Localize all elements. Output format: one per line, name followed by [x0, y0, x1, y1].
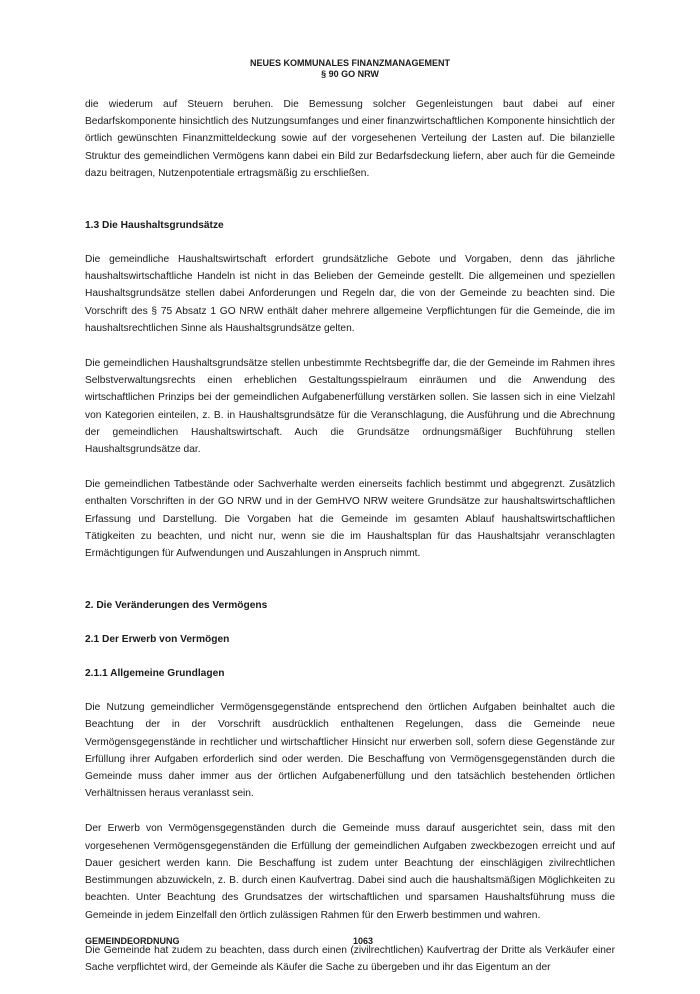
paragraph: Der Erwerb von Vermögensgegenständen durch die Gemeinde muss darauf ausgerichtet sein, dass mit den vorgesehenen Vermögensgegenständen die Erfüllung der gemeindlichen Aufgaben zweckbezogen erreicht und auf Dauer gesichert werden kann. Die Beschaffung ist zudem unter Beachtung der einschlägigen zivilrechtlichen Bestimmungen abzuwickeln, z. B. durch einen Kaufvertrag. Dabei sind auch die haushaltsmäßigen Möglichkeiten zu beachten. Unter Beachtung des Grundsatzes der wirtschaftlichen und sparsamen Haushaltsführung muss die Gemeinde in jedem Einzelfall den örtlich zulässigen Rahmen für den Erwerb bestimmen und wahren. — [85, 823, 615, 921]
paragraph: Die Gemeinde hat zudem zu beachten, dass durch einen (zivilrechtlichen) Kaufvertrag der Dritte als Verkäufer einer Sache verpflichtet wird, der Gemeinde als Käufer die Sache zu übergeben und ihr das Eigentum an der — [85, 944, 615, 973]
section-heading: 1.3 Die Haushaltsgrundsätze — [85, 220, 224, 232]
footer-label: GEMEINDEORDNUNG — [85, 936, 180, 946]
paragraph: Die gemeindlichen Haushaltsgrundsätze stellen unbestimmte Rechtsbegriffe dar, die der Gemeinde im Rahmen ihres Selbstverwaltungsrechts einen erheblichen Gestaltungsspielraum einräumen und die Anwendung des wirtschaftlichen Prinzips bei der gemeindlichen Aufgabenerfüllung verstärken sollen. Sie lassen sich in eine Vielzahl von Kategorien einteilen, z. B. in Haushaltsgrundsätze für die Veranschlagung, die Ausführung und die Abrechnung der gemeindlichen Haushaltswirtschaft. Auch die Grundsätze ordnungsmäßiger Buchführung stellen Haushaltsgrundsätze dar. — [85, 358, 615, 456]
page-number: 1063 — [353, 936, 374, 946]
page-header — [0, 58, 700, 80]
header-section: § 90 GO NRW — [321, 69, 379, 79]
page-content — [85, 96, 615, 994]
header-title: NEUES KOMMUNALES FINANZMANAGEMENT — [250, 58, 450, 68]
section-heading: 2.1 Der Erwerb von Vermögen — [85, 634, 230, 646]
section-heading: 2. Die Veränderungen des Vermögens — [85, 600, 268, 612]
paragraph: Die gemeindliche Haushaltswirtschaft erfordert grundsätzliche Gebote und Vorgaben, denn das jährliche haushaltswirtschaftliche Handeln ist nicht in das Belieben der Gemeinde gestellt. Die allgemeinen und speziellen Haushaltsgrundsätze stellen dabei Anforderungen und Regeln dar, die von der Gemeinde zu beachten sind. Die Vorschrift des § 75 Absatz 1 GO NRW enthält daher mehrere allgemeine Verpflichtungen für die Gemeinde, die im haushaltsrechtlichen Sinne als Haushaltsgrundsätze gelten. — [85, 254, 615, 334]
paragraph: Die gemeindlichen Tatbestände oder Sachverhalte werden einerseits fachlich bestimmt und abgegrenzt. Zusätzlich enthalten Vorschriften in der GO NRW und in der GemHVO NRW weitere Grundsätze zur haushaltswirtschaftlichen Erfassung und Darstellung. Die Vorgaben hat die Gemeinde im gesamten Ablauf haushaltswirtschaftlichen Tätigkeiten zu beachten, und nicht nur, wenn sie die im Haushaltsplan für das Haushaltsjahr veranschlagten Ermächtigungen für Aufwendungen und Auszahlungen in Anspruch nimmt. — [85, 479, 615, 560]
paragraph: Die Nutzung gemeindlicher Vermögensgegenstände entsprechend den örtlichen Aufgaben beinhaltet auch die Beachtung der in der Vorschrift ausdrücklich enthaltenen Regelungen, dass die Gemeinde neue Vermögensgegenstände in rechtlicher und wirtschaftlicher Hinsicht nur erwerben soll, sofern diese Gegenstände zur Erfüllung ihrer Aufgaben erforderlich sind oder werden. Die Beschaffung von Vermögensgegenständen durch die Gemeinde muss daher immer aus der örtlichen Aufgabenerfüllung und den tatsächlich bestehenden örtlichen Verhältnissen heraus veranlasst sein. — [85, 702, 615, 800]
section-heading: 2.1.1 Allgemeine Grundlagen — [85, 668, 225, 680]
paragraph: die wiederum auf Steuern beruhen. Die Bemessung solcher Gegenleistungen baut dabei auf einer Bedarfskomponente hinsichtlich des Nutzungsumfanges und einer finanzwirtschaftlichen Komponente hinsichtlich der örtlich gewünschten Finanzmitteldeckung sowie auf der vorgesehenen Verteilung der Lasten auf. Die bilanzielle Struktur des gemeindlichen Vermögens kann dabei ein Bild zur Bedarfsdeckung liefern, aber auch für die Gemeinde dazu beitragen, Nutzenpotentiale ertragsmäßig zu erschließen. — [85, 99, 615, 179]
